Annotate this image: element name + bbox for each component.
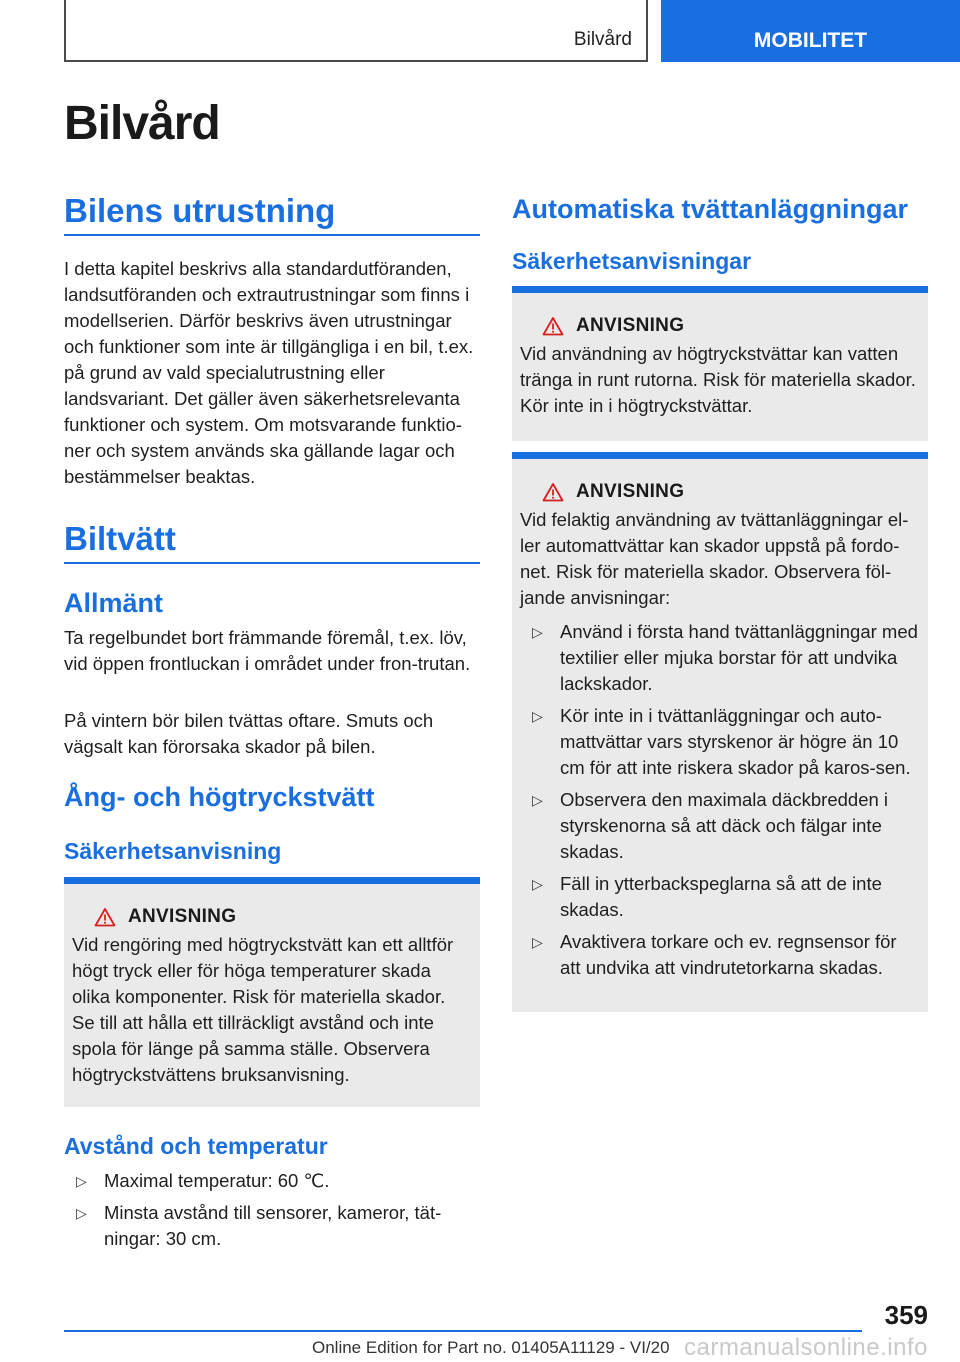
list-item: ▷ Avaktivera torkare och ev. regnsensor för att undvika att vindrutetorkarna skadas. [532,931,897,978]
equipment-heading-block [64,192,480,236]
bullet-triangle-icon: ▷ [532,876,543,892]
warning2-list [520,619,920,981]
warning-triangle-icon [542,482,564,502]
steam-warning-box [64,877,480,1107]
warning2-text: Vid felaktig användning av tvättanläggningar el-ler automattvättar kan skador uppstå på fordo-net. Risk för materiella skador. Observera föl-jande anvisningar: [520,509,909,608]
automatic-warning-box-1 [512,286,928,441]
automatic-safety-heading: Säkerhetsanvisningar [512,248,752,274]
warning2-label: ANVISNING [576,481,685,502]
steam-warning-header [94,906,472,928]
steam-warning-text: Vid rengöring med högtryckstvätt kan ett alltför högt tryck eller för höga temperaturer skada olika komponenter. Risk för materiella skador. Se till att hålla ett tillräckligt avstånd och inte spola för länge på samma ställe. Observera högtryckstvättens bruksanvisning. [72,934,454,1085]
list-item: ▷ Observera den maximala däckbredden i styrskenorna så att däck och fälgar inte skadas. [532,789,889,862]
general-heading: Allmänt [64,588,164,618]
steam-heading: Ång- och högtryckstvätt [64,782,375,812]
general-paragraph-1: Ta regelbundet bort främmande föremål, t.ex. löv, vid öppen frontluckan i området under fron-trutan. [64,627,471,674]
automatic-wash-heading: Automatiska tvättanläggningar [512,194,909,224]
warning-triangle-icon [94,907,116,927]
list-item: ▷ Maximal temperatur: 60 ℃. [64,1168,480,1194]
wash-heading: Biltvätt [64,520,176,557]
header-chapter-tab[interactable] [661,0,960,62]
footer-divider [64,1330,862,1332]
list-item: ▷ Fäll in ytterbackspeglarna så att de inte skadas. [532,873,882,920]
automatic-warning-box-2 [512,452,928,1012]
steam-safety-heading: Säkerhetsanvisning [64,838,282,864]
bullet-triangle-icon: ▷ [532,624,543,640]
bullet-triangle-icon: ▷ [532,708,543,724]
warning-triangle-icon [542,316,564,336]
watermark: carmanualsonline.info [684,1334,928,1361]
warning1-label: ANVISNING [576,315,685,336]
page-title: Bilvård [64,97,220,150]
wash-heading-block [64,520,480,564]
header-chapter-label: MOBILITET [753,29,868,52]
list-item: ▷ Kör inte in i tvättanläggningar och auto-mattvättar vars styrskenor är högre än 10 cm för att inte riskera skador på karos-sen. [532,705,911,778]
warning1-text: Vid användning av högtryckstvättar kan vatten tränga in runt rutorna. Risk för materiella skador. Kör inte in i högtryckstvättar. [520,343,916,416]
steam-warning-label: ANVISNING [128,906,237,927]
bullet-triangle-icon: ▷ [532,934,543,950]
warning1-header [542,315,920,337]
bullet-triangle-icon: ▷ [532,792,543,808]
warning2-header [542,481,920,503]
equipment-heading: Bilens utrustning [64,192,336,229]
page-number: 359 [884,1300,928,1330]
header-section-box [64,0,648,62]
bullet-triangle-icon: ▷ [76,1205,87,1221]
bullet-triangle-icon: ▷ [76,1173,87,1189]
distance-heading: Avstånd och temperatur [64,1133,328,1159]
header-section-title: Bilvård [573,29,632,50]
general-paragraph-2: På vintern bör bilen tvättas oftare. Smuts och vägsalt kan förorsaka skador på bilen. [64,710,434,757]
footer-edition: Online Edition for Part no. 01405A11129 - VI/20 [312,1338,670,1357]
list-item: ▷ Minsta avstånd till sensorer, kameror, tät-ningar: 30 cm. [76,1202,442,1249]
distance-list [64,1168,480,1258]
list-item: ▷ Använd i första hand tvättanläggningar med textilier eller mjuka borstar för att undvika lackskador. [532,621,918,694]
equipment-body: I detta kapitel beskrivs alla standardutföranden, landsutföranden och extrautrustningar som finns i modellserien. Därför beskrivs även utrustningar och funktioner som inte är tillgängliga i en bil, t.ex. på grund av vald specialutrustning eller landsvariant. Det gäller även säkerhetsrelevanta funktioner och system. Om motsvarande funktio-ner och system används ska gällande lagar och bestämmelser beaktas. [64,258,474,487]
